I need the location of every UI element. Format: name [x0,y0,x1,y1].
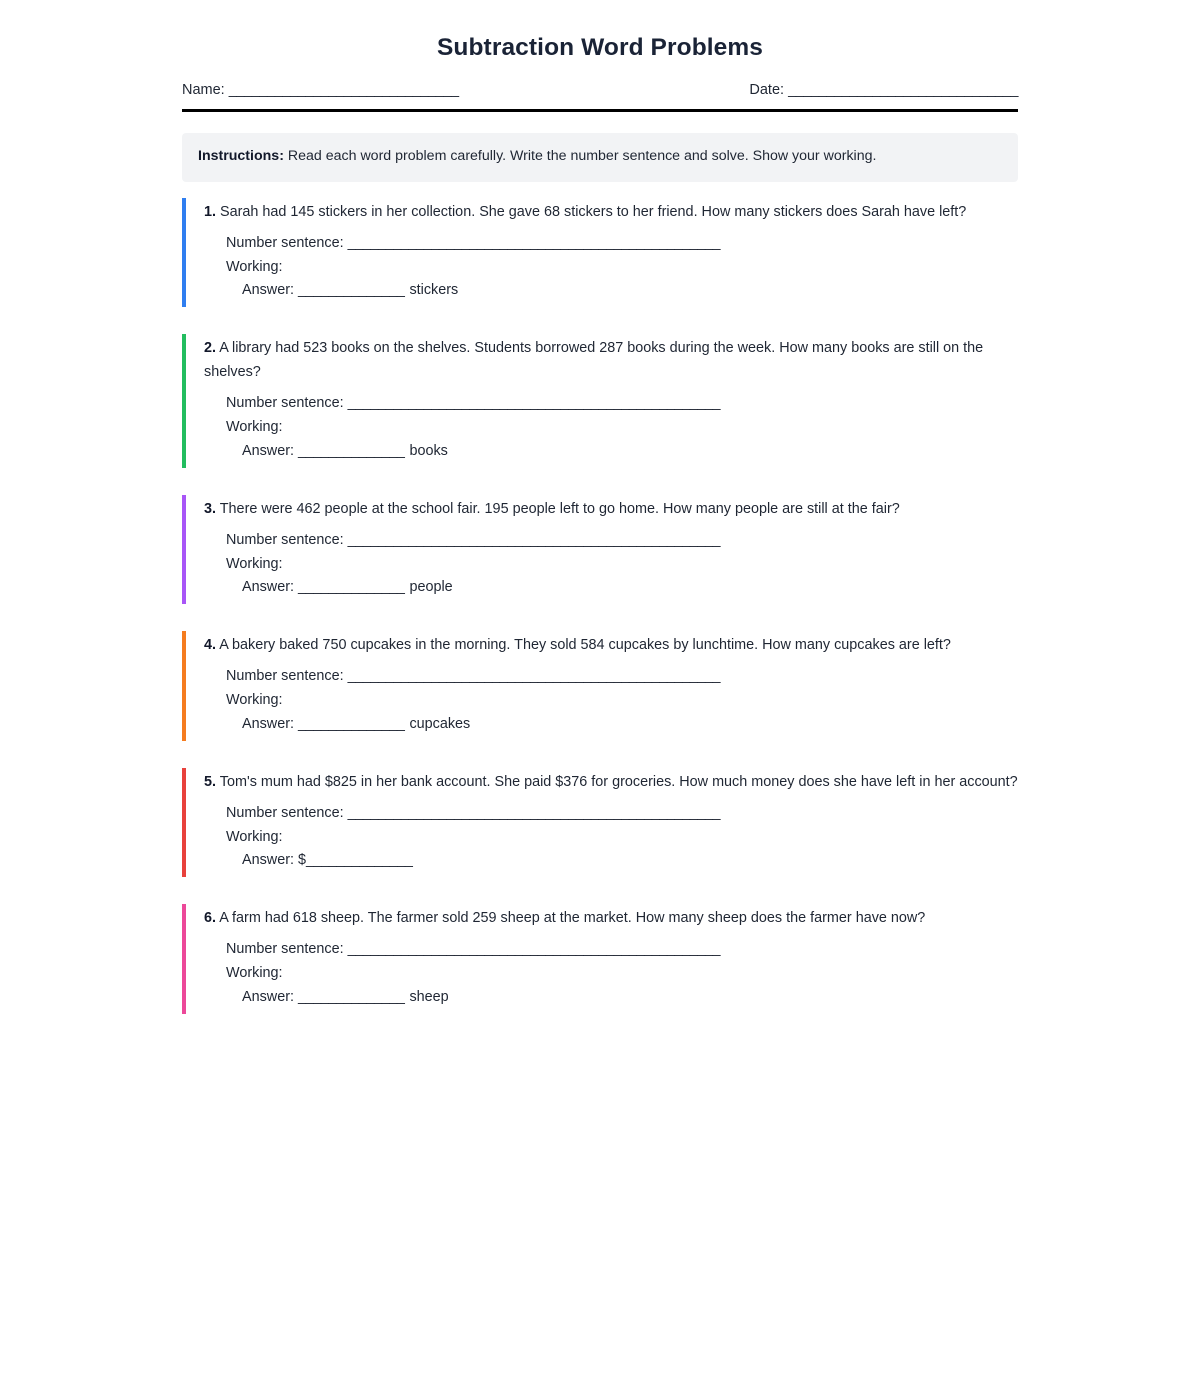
working-label: Working: [226,828,283,845]
number-sentence-row [204,938,1018,962]
answer-input-rule[interactable]: ______________ [297,282,405,299]
answer-row [204,576,1018,600]
answer-unit-label: people [409,579,453,596]
problem-item [182,330,1018,472]
problem-number: 4. [204,637,217,654]
answer-label: Answer: [242,988,294,1005]
answer-unit-label: books [409,442,448,459]
answer-row [204,986,1018,1010]
number-sentence-row [204,802,1018,826]
problem-number: 5. [204,773,217,790]
problem-statement [204,906,1018,930]
working-row [204,553,1018,577]
problem-item [182,764,1018,881]
working-row [204,962,1018,986]
answer-label: Answer: [242,715,294,732]
problem-statement [204,497,1018,521]
problem-number: 6. [204,910,217,927]
problem-item [182,900,1018,1017]
number-sentence-label: Number sentence: [226,804,344,821]
name-field[interactable] [182,82,459,98]
working-row [204,689,1018,713]
number-sentence-label: Number sentence: [226,668,344,685]
answer-row [204,713,1018,737]
number-sentence-label: Number sentence: [226,234,344,251]
instructions-label: Instructions: [198,148,284,165]
working-label: Working: [226,965,283,982]
answer-input-rule[interactable]: ______________ [306,852,413,869]
number-sentence-row [204,529,1018,553]
answer-row [204,440,1018,464]
problems-list [182,182,1018,1018]
name-input-rule[interactable]: ______________________________ [228,82,459,99]
working-label: Working: [226,419,283,436]
number-sentence-row [204,665,1018,689]
date-label: Date: [749,82,785,99]
number-sentence-label: Number sentence: [226,531,344,548]
number-sentence-input-rule[interactable]: _________________________________________________ [347,531,721,548]
problem-number: 2. [204,340,217,357]
number-sentence-row [204,392,1018,416]
answer-unit-label: cupcakes [409,715,471,732]
answer-row [204,849,1018,873]
working-label: Working: [226,258,283,275]
number-sentence-row [204,232,1018,256]
number-sentence-input-rule[interactable]: _________________________________________________ [347,234,721,251]
problem-accent-bar [182,198,186,307]
problem-question-text: Sarah had 145 stickers in her collection. She gave 68 stickers to her friend. How many stickers does Sarah have left? [220,203,967,220]
number-sentence-label: Number sentence: [226,395,344,412]
answer-currency-symbol: $ [297,852,306,869]
number-sentence-input-rule[interactable]: _________________________________________________ [347,668,721,685]
working-row [204,826,1018,850]
number-sentence-input-rule[interactable]: _________________________________________________ [347,395,721,412]
problem-accent-bar [182,768,186,877]
answer-label: Answer: [242,442,294,459]
problem-question-text: A library had 523 books on the shelves. Students borrowed 287 books during the week. How many books are still on the shelves? [204,340,984,381]
name-label: Name: [182,82,225,99]
number-sentence-input-rule[interactable]: _________________________________________________ [347,804,721,821]
answer-label: Answer: [242,579,294,596]
problem-accent-bar [182,631,186,740]
problem-item [182,194,1018,311]
problem-statement [204,770,1018,794]
page-title: Subtraction Word Problems [436,34,764,61]
answer-input-rule[interactable]: ______________ [297,442,405,459]
date-input-rule[interactable]: ______________________________ [788,82,1018,99]
problem-accent-bar [182,495,186,604]
answer-input-rule[interactable]: ______________ [297,988,405,1005]
problem-number: 1. [204,203,217,220]
problem-number: 3. [204,500,217,517]
problem-question-text: There were 462 people at the school fair. 195 people left to go home. How many people are still at the fair? [219,500,900,517]
instructions-banner [182,133,1018,181]
problem-statement [204,336,1018,384]
answer-label: Answer: [242,282,294,299]
answer-unit-label: stickers [409,282,459,299]
number-sentence-label: Number sentence: [226,941,344,958]
answer-unit-label: sheep [409,988,449,1005]
problem-accent-bar [182,334,186,468]
header-divider [182,109,1018,112]
working-row [204,256,1018,280]
problem-question-text: A farm had 618 sheep. The farmer sold 259 sheep at the market. How many sheep does the farmer have now? [219,910,926,927]
answer-row [204,279,1018,303]
problem-accent-bar [182,904,186,1013]
problem-item [182,491,1018,608]
problem-statement [204,633,1018,657]
instructions-text: Read each word problem carefully. Write the number sentence and solve. Show your working. [287,148,877,165]
name-date-row [182,82,1018,98]
problem-question-text: Tom's mum had $825 in her bank account. She paid $376 for groceries. How much money does she have left in her account? [219,773,1018,790]
answer-label: Answer: [242,852,294,869]
working-label: Working: [226,692,283,709]
problem-item [182,627,1018,744]
answer-input-rule[interactable]: ______________ [297,715,405,732]
date-field[interactable] [749,82,1018,98]
number-sentence-input-rule[interactable]: _________________________________________________ [347,941,721,958]
working-label: Working: [226,555,283,572]
problem-statement [204,200,1018,224]
problem-question-text: A bakery baked 750 cupcakes in the morning. They sold 584 cupcakes by lunchtime. How many cupcakes are left? [219,637,951,654]
answer-input-rule[interactable]: ______________ [297,579,405,596]
working-row [204,416,1018,440]
